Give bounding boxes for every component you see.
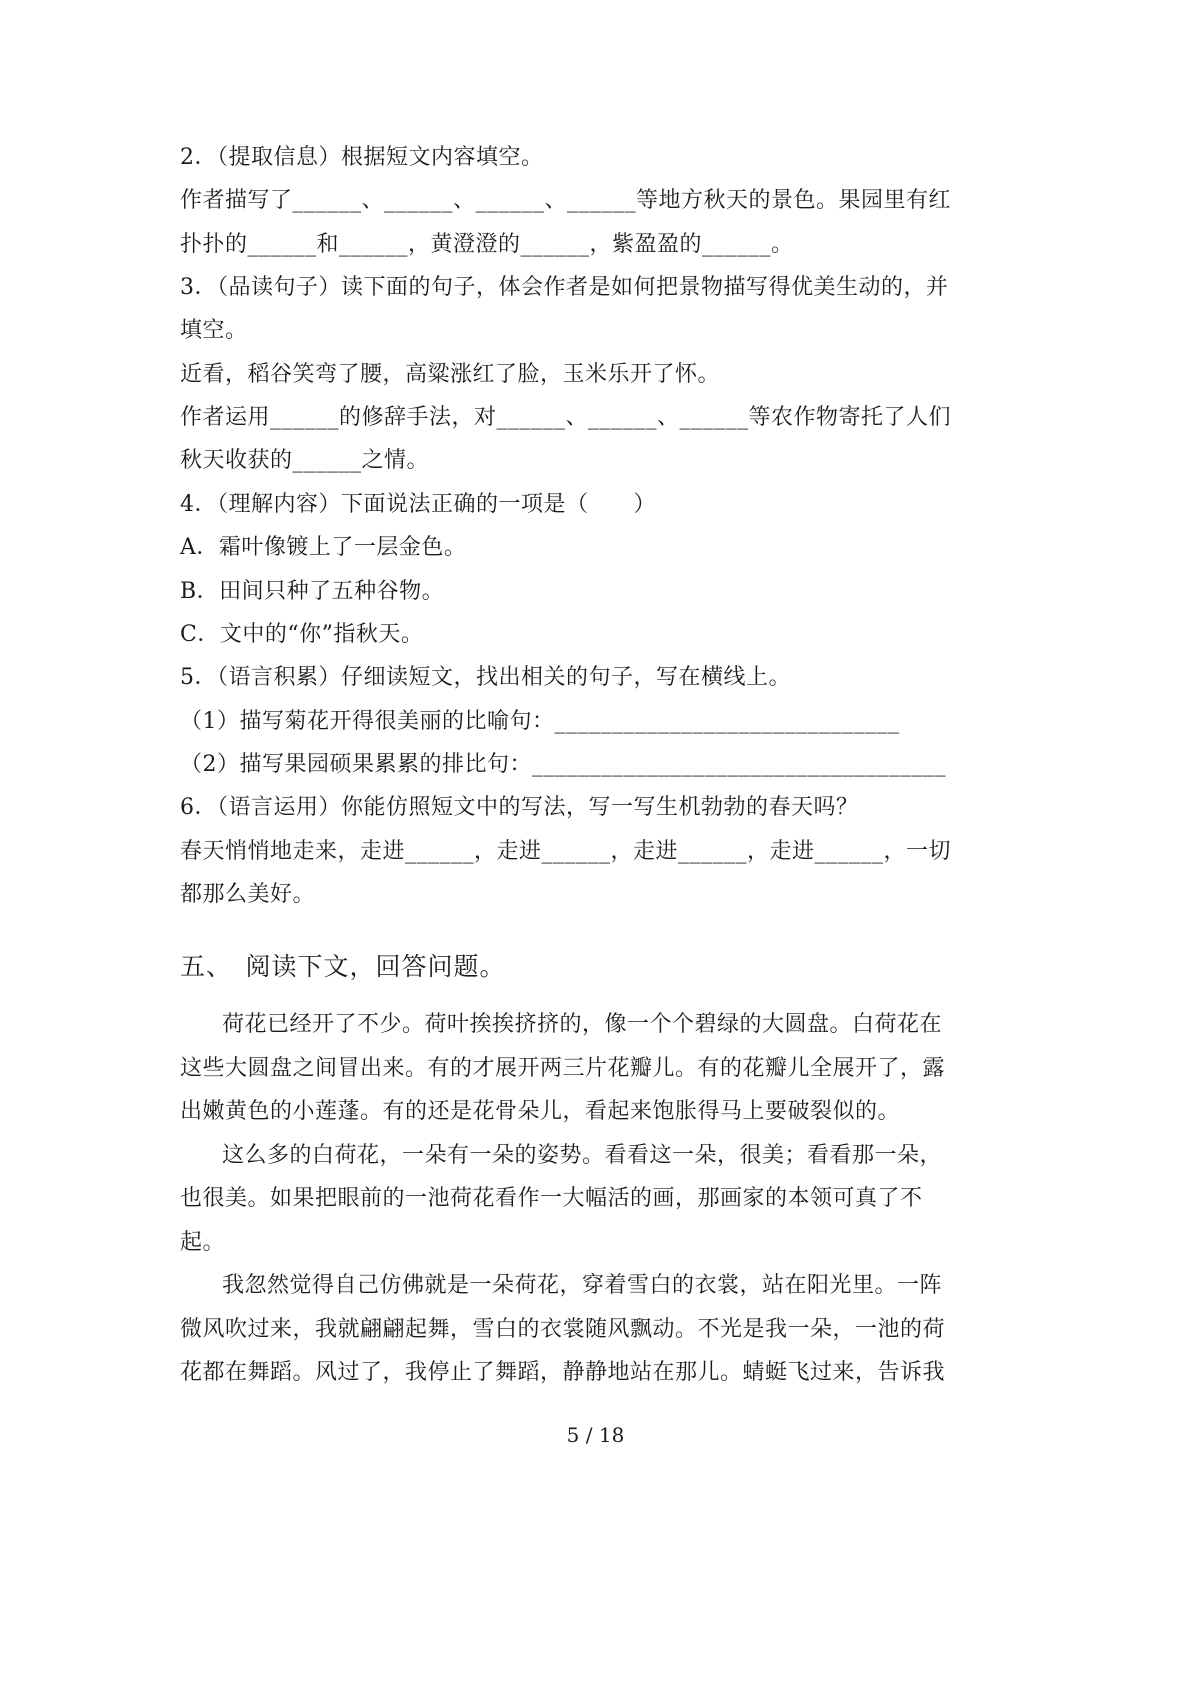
question-6-title: 6．（语言运用）你能仿照短文中的写法，写一写生机勃勃的春天吗？ (180, 795, 859, 820)
passage-line: 起。 (180, 1230, 226, 1255)
question-3-line-2: 秋天收获的______之情。 (180, 448, 430, 473)
question-5-item-1: （1）描写菊花开得很美丽的比喻句：______________________________ (180, 709, 900, 734)
question-6-line-1: 春天悄悄地走来，走进______，走进______，走进______，走进______，一切 (180, 839, 952, 864)
question-3-title-cont: 填空。 (180, 318, 248, 343)
question-2-line-2: 扑扑的______和______，黄澄澄的______，紫盈盈的______。 (180, 232, 794, 257)
passage-line: 微风吹过来，我就翩翩起舞，雪白的衣裳随风飘动。不光是我一朵，一池的荷 (180, 1317, 946, 1342)
passage-line: 这些大圆盘之间冒出来。有的才展开两三片花瓣儿。有的花瓣儿全展开了，露 (180, 1056, 946, 1081)
passage-line: 我忽然觉得自己仿佛就是一朵荷花，穿着雪白的衣裳，站在阳光里。一阵 (222, 1273, 943, 1298)
question-5-item-2: （2）描写果园硕果累累的排比句：____________________________________ (180, 752, 946, 777)
question-5-title: 5．（语言积累）仔细读短文，找出相关的句子，写在横线上。 (180, 665, 791, 690)
question-4-option-b: B．田间只种了五种谷物。 (180, 579, 445, 604)
passage-line: 这么多的白荷花，一朵有一朵的姿势。看看这一朵，很美；看看那一朵， (222, 1143, 943, 1168)
question-4-option-a: A．霜叶像镀上了一层金色。 (180, 535, 467, 560)
question-2-line-1: 作者描写了______、______、______、______等地方秋天的景色。果园里有红 (180, 188, 952, 213)
section-title: 五、 阅读下文，回答问题。 (180, 952, 506, 981)
passage-line: 花都在舞蹈。风过了，我停止了舞蹈，静静地站在那儿。蜻蜓飞过来，告诉我 (180, 1360, 946, 1385)
question-3-title: 3．（品读句子）读下面的句子，体会作者是如何把景物描写得优美生动的，并 (180, 275, 949, 300)
passage-line: 出嫩黄色的小莲蓬。有的还是花骨朵儿，看起来饱胀得马上要破裂似的。 (180, 1099, 901, 1124)
question-3-line-1: 作者运用______的修辞手法，对______、______、______等农作物寄托了人们 (180, 405, 952, 430)
question-4-title: 4．（理解内容）下面说法正确的一项是（ ） (180, 492, 656, 517)
question-3-quote: 近看，稻谷笑弯了腰，高粱涨红了脸，玉米乐开了怀。 (180, 362, 721, 387)
page-number: 5 / 18 (566, 1423, 625, 1447)
passage-line: 荷花已经开了不少。荷叶挨挨挤挤的，像一个个碧绿的大圆盘。白荷花在 (222, 1012, 943, 1037)
passage-line: 也很美。如果把眼前的一池荷花看作一大幅活的画，那画家的本领可真了不 (180, 1186, 923, 1211)
question-4-option-c: C．文中的“你”指秋天。 (180, 622, 424, 647)
question-6-line-2: 都那么美好。 (180, 882, 316, 907)
question-2-title: 2．（提取信息）根据短文内容填空。 (180, 145, 544, 170)
